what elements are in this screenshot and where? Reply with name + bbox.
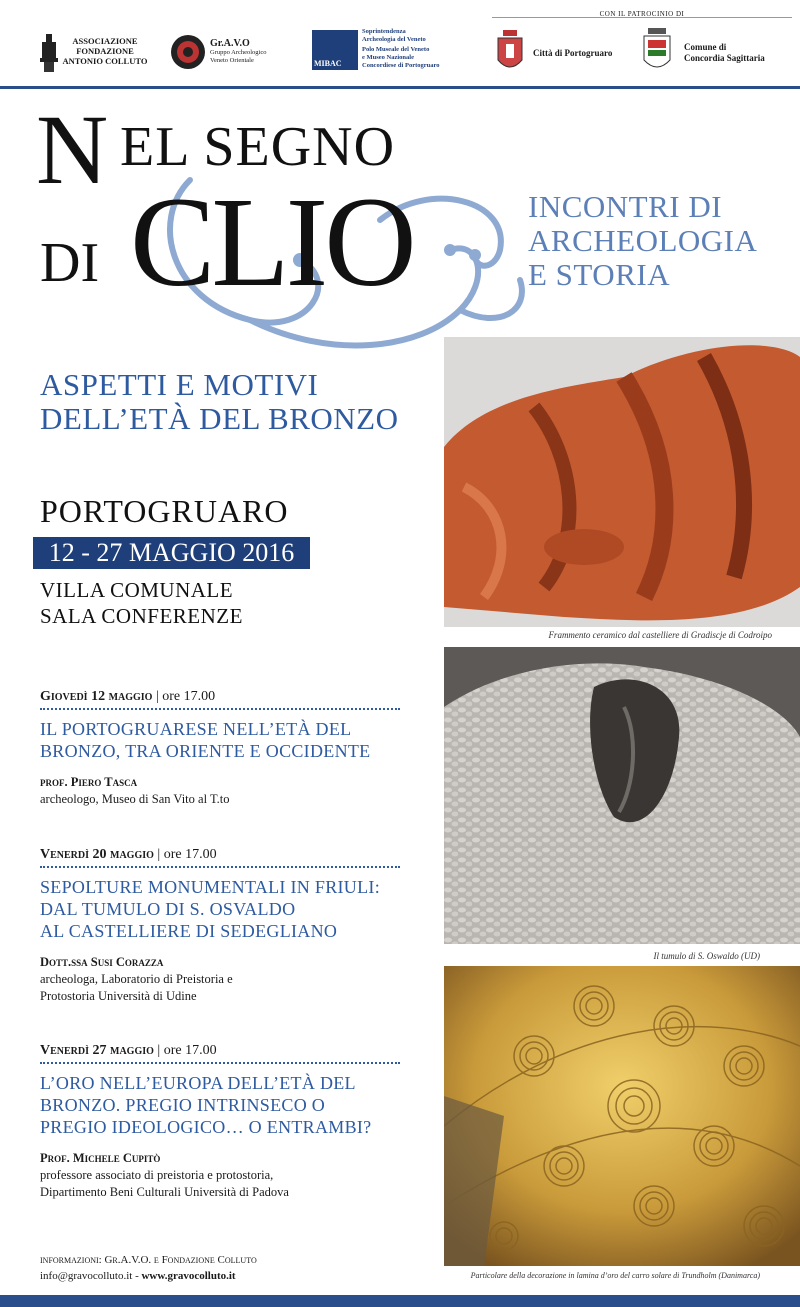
soprintendenza-logo	[312, 28, 462, 74]
event-3-role1: professore associato di preistoria e protostoria,	[40, 1168, 274, 1182]
portogruaro-crest-icon	[495, 30, 525, 76]
title-di: DI	[40, 232, 100, 294]
event-1-speaker: prof. Piero Tasca	[40, 775, 138, 789]
gold-disc-image	[444, 966, 800, 1266]
photo-gold-disc	[444, 966, 800, 1266]
info-web[interactable]: www.gravocolluto.it	[141, 1270, 236, 1282]
event-1-time: | ore 17.00	[155, 689, 216, 704]
event-3-title-line3: PREGIO IDEOLOGICO… O ENTRAMBI?	[40, 1117, 372, 1137]
logo3-line5: Concordiese di Portogruaro	[362, 62, 440, 69]
portogruaro-logo	[495, 30, 625, 78]
logo1-line1: ASSOCIAZIONE	[72, 36, 138, 46]
gravo-emblem-icon	[170, 34, 206, 70]
event-1	[40, 688, 420, 808]
header-divider	[0, 86, 800, 89]
event-2-title-line1: SEPOLTURE MONUMENTALI IN FRIULI:	[40, 877, 380, 897]
event-2-title-line3: AL CASTELLIERE DI SEDEGLIANO	[40, 921, 338, 941]
event-1-title-line1: IL PORTOGRUARESE NELL’ETÀ DEL	[40, 719, 352, 739]
info-block	[40, 1252, 257, 1284]
subtitle-line1: INCONTRI DI	[528, 189, 723, 224]
event-2-time: | ore 17.00	[157, 847, 217, 862]
concordia-line2: Concordia Sagittaria	[684, 53, 765, 63]
event-2-divider	[40, 866, 400, 868]
theme-line1: ASPETTI E MOTIVI	[40, 367, 319, 402]
event-3-role2: Dipartimento Beni Culturali Università di Padova	[40, 1185, 289, 1199]
event-2-role2: Protostoria Università di Udine	[40, 989, 197, 1003]
fondazione-colluto-logo	[38, 32, 148, 72]
event-1-role: archeologo, Museo di San Vito al T.to	[40, 792, 230, 806]
caption-2: Il tumulo di S. Oswaldo (UD)	[653, 951, 760, 961]
logo3-line4: e Museo Nazionale	[362, 54, 414, 61]
event-3-title-line2: BRONZO. PREGIO INTRINSECO O	[40, 1095, 326, 1115]
concordia-line1: Comune di	[684, 42, 727, 52]
venue-place1: VILLA COMUNALE	[40, 578, 234, 602]
mibac-label: MIBAC	[314, 59, 342, 68]
mibac-badge	[312, 30, 358, 70]
event-2-role1: archeologa, Laboratorio di Preistoria e	[40, 972, 233, 986]
venue-place	[40, 577, 243, 629]
event-3-day: Venerdì 27 maggio	[40, 1043, 154, 1058]
venue-city: PORTOGRUARO	[40, 493, 289, 529]
info-separator: -	[135, 1270, 139, 1282]
logo3-line3: Polo Museale del Veneto	[362, 46, 430, 53]
info-orgs: Gr.A.V.O. e Fondazione Colluto	[104, 1254, 257, 1266]
venue-place2: SALA CONFERENZE	[40, 604, 243, 628]
event-1-title-line2: BRONZO, TRA ORIENTE E OCCIDENTE	[40, 741, 371, 761]
caption-3: Particolare della decorazione in lamina d’oro del carro solare di Trundholm (Danimarca)	[470, 1271, 760, 1280]
subtitle	[528, 190, 757, 292]
theme	[40, 368, 399, 436]
statue-icon	[38, 32, 60, 72]
event-2-title-line2: DAL TUMULO DI S. OSVALDO	[40, 899, 296, 919]
gravo-name: Gr.A.V.O	[210, 38, 250, 49]
subtitle-line3: E STORIA	[528, 257, 671, 292]
event-2-day: Venerdì 20 maggio	[40, 847, 154, 862]
theme-line2: DELL’ETÀ DEL BRONZO	[40, 401, 399, 436]
logo1-line2: FONDAZIONE	[76, 46, 134, 56]
logo1-line3: ANTONIO COLLUTO	[62, 56, 148, 66]
title-clio: CLIO	[130, 171, 413, 313]
event-2	[40, 846, 420, 1005]
event-1-divider	[40, 708, 400, 710]
event-3-divider	[40, 1062, 400, 1064]
event-3-time: | ore 17.00	[157, 1043, 217, 1058]
event-3-title-line1: L’ORO NELL’EUROPA DELL’ETÀ DEL	[40, 1073, 356, 1093]
subtitle-line2: ARCHEOLOGIA	[528, 223, 758, 258]
photo-ceramic-fragment	[444, 337, 800, 627]
gravo-logo	[170, 32, 290, 72]
patronage-label: CON IL PATROCINIO DI	[599, 10, 685, 18]
concordia-logo	[640, 28, 790, 78]
ceramic-fragment-image	[444, 337, 800, 627]
gravo-line2: Veneto Orientale	[210, 57, 254, 64]
event-2-speaker: Dott.ssa Susi Corazza	[40, 955, 164, 969]
title-initial-n: N	[36, 94, 107, 205]
caption-1: Frammento ceramico dal castelliere di Gradiscje di Codroipo	[548, 630, 772, 640]
portogruaro-name: Città di Portogruaro	[533, 48, 613, 58]
footer-bar	[0, 1295, 800, 1307]
header	[0, 0, 800, 86]
event-3-speaker: Prof. Michele Cupitò	[40, 1151, 161, 1165]
logo3-line2: Archeologia del Veneto	[362, 36, 426, 43]
info-label: informazioni:	[40, 1254, 102, 1266]
tumulus-image	[444, 647, 800, 944]
info-email[interactable]: info@gravocolluto.it	[40, 1270, 133, 1282]
event-3	[40, 1042, 420, 1201]
gravo-line1: Gruppo Archeologico	[210, 49, 267, 56]
photo-tumulus	[444, 647, 800, 944]
dates-banner: 12 - 27 MAGGIO 2016	[33, 537, 310, 569]
concordia-crest-icon	[640, 28, 674, 76]
logo3-line1: Soprintendenza	[362, 28, 406, 35]
event-1-day: Giovedì 12 maggio	[40, 689, 153, 704]
title-el-segno: EL SEGNO	[120, 116, 396, 178]
